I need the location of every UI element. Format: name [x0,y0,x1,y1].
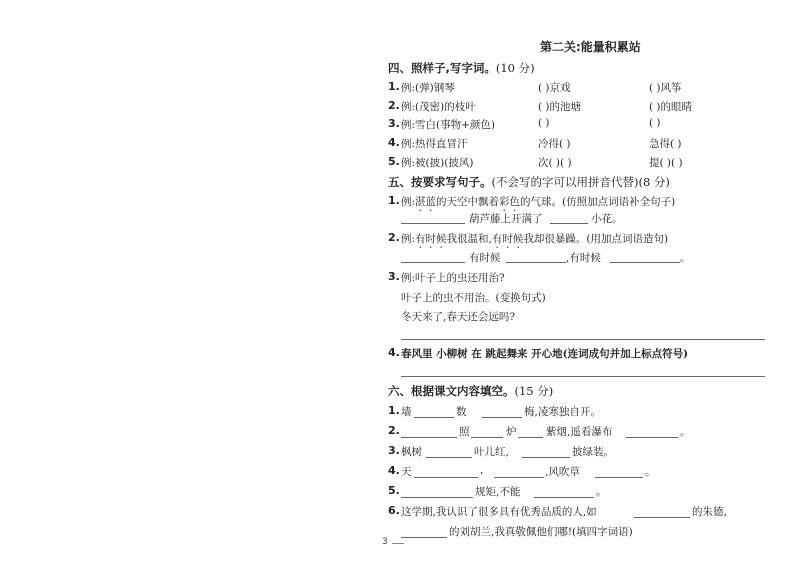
page-number: 3 [382,537,388,547]
section-5-heading: 五、按要求写句子。(不会写的字可以用拼音代替)(8 分) [388,175,670,189]
s5-q2-blank-a[interactable] [401,262,465,263]
s6-r6-blank-2[interactable] [401,537,447,538]
s6-r2-blank-1[interactable] [401,437,457,438]
s6-r4-blank-3[interactable] [595,477,643,478]
section-6-heading: 六、根据课文内容填空。(15 分) [388,384,554,398]
s5-q3-line3: 冬天来了,春天还会远吗? [401,311,515,323]
s5-q3-answer-line[interactable] [401,339,765,340]
s6-r1-blank-2[interactable] [482,417,522,418]
page-number-rule [392,543,404,544]
s4-r5-blank2[interactable]: 次( )( ) [538,157,572,169]
s4-r2-blank3[interactable]: ( )的眼睛 [649,101,693,113]
s4-r1-example: 例:(弹)钢琴 [401,82,455,94]
s4-r4-blank2[interactable]: 冷得( ) [538,138,571,150]
s5-q1-example: 例:湛蓝的天空中飘着彩色的气球。(仿照加点词语补全句子) [401,196,676,208]
s6-r2-blank-4[interactable] [626,437,678,438]
s6-r5-blank-1[interactable] [401,497,473,498]
s4-r1-blank2[interactable]: ( )京戏 [538,82,571,94]
s4-r2-blank2[interactable]: ( )的池塘 [538,101,582,113]
s4-r2-example: 例:(茂密)的枝叶 [401,101,476,113]
s6-r4-blank-1[interactable] [414,477,478,478]
s5-q4-answer-line[interactable] [401,376,765,377]
s5-q2-blank-b[interactable] [506,262,566,263]
s6-r6-blank-1[interactable] [634,517,690,518]
s4-r3-example: 例:雪白(事物+颜色) [401,119,496,131]
s6-r3-blank-1[interactable] [426,457,472,458]
s4-r3-blank2[interactable]: ( ) [538,117,550,129]
section-4-heading: 四、照样子,写字词。(10 分) [388,61,535,75]
s5-q1-blank-a[interactable] [401,223,465,224]
s5-q3-example: 例:叶子上的虫还用治? [401,272,505,284]
s5-q1-blank-b[interactable] [550,223,588,224]
s4-r1-blank3[interactable]: ( )风筝 [649,82,682,94]
s4-r3-blank3[interactable]: ( ) [649,117,661,129]
s4-r5-blank3[interactable]: 提( )( ) [649,157,683,169]
s6-r5-blank-2[interactable] [534,497,594,498]
s4-r4-blank3[interactable]: 急得( ) [649,138,682,150]
s4-r5-example: 例:被(披)(披风) [401,157,474,169]
s6-r4-blank-2[interactable] [494,477,544,478]
s5-q4-text: 春风里 小柳树 在 跳起舞来 开心地(连词成句并加上标点符号) [401,348,689,360]
s6-r2-blank-3[interactable] [518,437,543,438]
s5-q2-blank-c[interactable] [610,262,680,263]
s6-r1-blank-1[interactable] [414,417,454,418]
s4-r4-example: 例:热得直冒汗 [401,138,468,150]
page-title: 第二关:能量积累站 [540,40,641,54]
s6-r2-blank-2[interactable] [471,437,503,438]
s6-r3-blank-2[interactable] [522,457,570,458]
s5-q3-line2: 叶子上的虫不用治。(变换句式) [401,292,546,304]
s5-q2-example: 例:有时候我很温和,有时候我却很暴躁。(用加点词语造句) [401,233,669,245]
